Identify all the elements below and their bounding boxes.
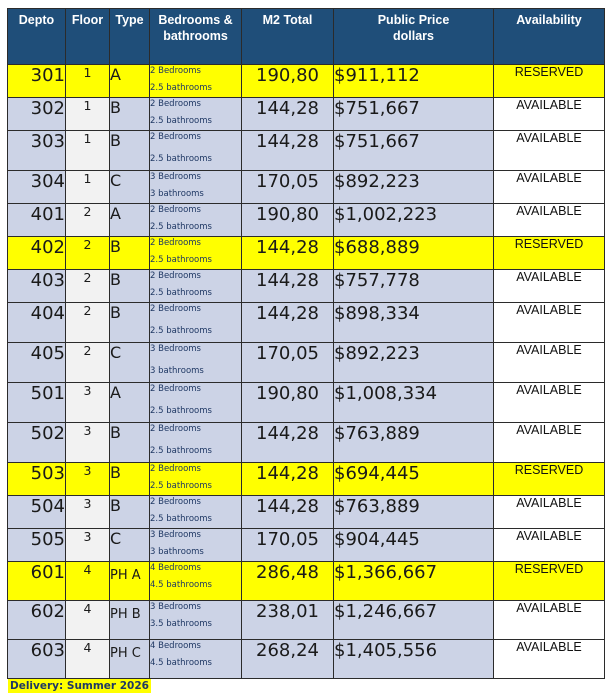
availability-cell: AVAILABLE bbox=[494, 204, 605, 237]
depto-cell: 301 bbox=[8, 65, 66, 98]
bathrooms-text: 3 bathrooms bbox=[150, 366, 204, 376]
bathrooms-text: 3 bathrooms bbox=[150, 547, 204, 557]
m2-cell: 144,28 bbox=[242, 496, 334, 529]
bathrooms-text: 2.5 bathrooms bbox=[150, 116, 212, 126]
availability-cell: AVAILABLE bbox=[494, 343, 605, 383]
bedrooms-bathrooms-cell bbox=[150, 496, 242, 529]
depto-cell: 303 bbox=[8, 131, 66, 171]
floor-cell: 2 bbox=[66, 204, 110, 237]
availability-cell: RESERVED bbox=[494, 463, 605, 496]
table-row bbox=[8, 601, 605, 640]
bedrooms-text: 3 Bedrooms bbox=[150, 172, 201, 182]
table-row bbox=[8, 303, 605, 343]
type-cell: C bbox=[110, 343, 150, 383]
bathrooms-text: 2.5 bathrooms bbox=[150, 83, 212, 93]
m2-cell: 170,05 bbox=[242, 529, 334, 562]
floor-cell: 1 bbox=[66, 171, 110, 204]
depto-cell: 404 bbox=[8, 303, 66, 343]
bathrooms-text: 2.5 bathrooms bbox=[150, 288, 212, 298]
depto-cell: 402 bbox=[8, 237, 66, 270]
depto-cell: 505 bbox=[8, 529, 66, 562]
availability-cell: AVAILABLE bbox=[494, 98, 605, 131]
bedrooms-bathrooms-cell bbox=[150, 303, 242, 343]
type-cell: PH B bbox=[110, 601, 150, 640]
bedrooms-text: 3 Bedrooms bbox=[150, 344, 201, 354]
bedrooms-text: 4 Bedrooms bbox=[150, 563, 201, 573]
table-row bbox=[8, 529, 605, 562]
price-cell: $898,334 bbox=[334, 303, 494, 343]
m2-cell: 144,28 bbox=[242, 463, 334, 496]
bedrooms-bathrooms-cell bbox=[150, 131, 242, 171]
depto-cell: 603 bbox=[8, 640, 66, 679]
floor-cell: 2 bbox=[66, 343, 110, 383]
header-public-price bbox=[334, 9, 494, 65]
bedrooms-bathrooms-cell bbox=[150, 529, 242, 562]
type-cell: B bbox=[110, 496, 150, 529]
header-bedrooms-bathrooms bbox=[150, 9, 242, 65]
type-cell: C bbox=[110, 171, 150, 204]
bedrooms-bathrooms-cell bbox=[150, 65, 242, 98]
bedrooms-text: 2 Bedrooms bbox=[150, 238, 201, 248]
bedrooms-text: 3 Bedrooms bbox=[150, 530, 201, 540]
type-cell: B bbox=[110, 270, 150, 303]
price-cell: $1,002,223 bbox=[334, 204, 494, 237]
bedrooms-text: 2 Bedrooms bbox=[150, 464, 201, 474]
header-floor: Floor bbox=[66, 9, 110, 65]
type-cell: A bbox=[110, 204, 150, 237]
bedrooms-text: 2 Bedrooms bbox=[150, 271, 201, 281]
table-row bbox=[8, 463, 605, 496]
type-cell: PH C bbox=[110, 640, 150, 679]
floor-cell: 2 bbox=[66, 237, 110, 270]
depto-cell: 502 bbox=[8, 423, 66, 463]
table-row bbox=[8, 237, 605, 270]
units-table bbox=[7, 8, 605, 679]
depto-cell: 503 bbox=[8, 463, 66, 496]
m2-cell: 144,28 bbox=[242, 131, 334, 171]
type-cell: B bbox=[110, 131, 150, 171]
bedrooms-text: 2 Bedrooms bbox=[150, 497, 201, 507]
floor-cell: 1 bbox=[66, 131, 110, 171]
bedrooms-bathrooms-cell bbox=[150, 270, 242, 303]
availability-cell: AVAILABLE bbox=[494, 640, 605, 679]
bedrooms-bathrooms-cell bbox=[150, 343, 242, 383]
bedrooms-text: 2 Bedrooms bbox=[150, 424, 201, 434]
table-row bbox=[8, 423, 605, 463]
price-cell: $1,008,334 bbox=[334, 383, 494, 423]
availability-cell: AVAILABLE bbox=[494, 131, 605, 171]
availability-cell: AVAILABLE bbox=[494, 423, 605, 463]
table-row bbox=[8, 204, 605, 237]
header-bedrooms-line2: bathrooms bbox=[163, 29, 228, 43]
depto-cell: 302 bbox=[8, 98, 66, 131]
table-row bbox=[8, 98, 605, 131]
floor-cell: 3 bbox=[66, 496, 110, 529]
header-price-line2: dollars bbox=[393, 29, 434, 43]
depto-cell: 501 bbox=[8, 383, 66, 423]
depto-cell: 601 bbox=[8, 562, 66, 601]
bedrooms-text: 2 Bedrooms bbox=[150, 205, 201, 215]
bathrooms-text: 2.5 bathrooms bbox=[150, 406, 212, 416]
table-row bbox=[8, 383, 605, 423]
header-row bbox=[8, 9, 605, 65]
depto-cell: 602 bbox=[8, 601, 66, 640]
header-type: Type bbox=[110, 9, 150, 65]
availability-cell: AVAILABLE bbox=[494, 529, 605, 562]
type-cell: B bbox=[110, 423, 150, 463]
bedrooms-text: 2 Bedrooms bbox=[150, 99, 201, 109]
m2-cell: 238,01 bbox=[242, 601, 334, 640]
availability-cell: RESERVED bbox=[494, 562, 605, 601]
bathrooms-text: 4.5 bathrooms bbox=[150, 580, 212, 590]
type-cell: PH A bbox=[110, 562, 150, 601]
price-cell: $1,405,556 bbox=[334, 640, 494, 679]
bathrooms-text: 2.5 bathrooms bbox=[150, 222, 212, 232]
header-m2-total: M2 Total bbox=[242, 9, 334, 65]
type-cell: B bbox=[110, 303, 150, 343]
units-body bbox=[8, 65, 605, 679]
m2-cell: 144,28 bbox=[242, 270, 334, 303]
floor-cell: 2 bbox=[66, 270, 110, 303]
table-row bbox=[8, 65, 605, 98]
price-cell: $751,667 bbox=[334, 131, 494, 171]
bathrooms-text: 2.5 bathrooms bbox=[150, 255, 212, 265]
price-cell: $694,445 bbox=[334, 463, 494, 496]
bedrooms-text: 2 Bedrooms bbox=[150, 66, 201, 76]
price-cell: $688,889 bbox=[334, 237, 494, 270]
table-row bbox=[8, 343, 605, 383]
floor-cell: 3 bbox=[66, 383, 110, 423]
bedrooms-text: 4 Bedrooms bbox=[150, 641, 201, 651]
table-row bbox=[8, 270, 605, 303]
bedrooms-text: 3 Bedrooms bbox=[150, 602, 201, 612]
m2-cell: 170,05 bbox=[242, 343, 334, 383]
bathrooms-text: 2.5 bathrooms bbox=[150, 326, 212, 336]
table-row bbox=[8, 562, 605, 601]
price-cell: $751,667 bbox=[334, 98, 494, 131]
table-row bbox=[8, 171, 605, 204]
price-cell: $1,366,667 bbox=[334, 562, 494, 601]
bedrooms-bathrooms-cell bbox=[150, 640, 242, 679]
header-bedrooms-line1: Bedrooms & bbox=[158, 13, 233, 27]
bathrooms-text: 2.5 bathrooms bbox=[150, 514, 212, 524]
bathrooms-text: 2.5 bathrooms bbox=[150, 154, 212, 164]
m2-cell: 190,80 bbox=[242, 204, 334, 237]
bedrooms-text: 2 Bedrooms bbox=[150, 384, 201, 394]
bedrooms-bathrooms-cell bbox=[150, 237, 242, 270]
m2-cell: 144,28 bbox=[242, 237, 334, 270]
bathrooms-text: 2.5 bathrooms bbox=[150, 481, 212, 491]
availability-cell: AVAILABLE bbox=[494, 270, 605, 303]
price-cell: $763,889 bbox=[334, 423, 494, 463]
availability-cell: AVAILABLE bbox=[494, 496, 605, 529]
depto-cell: 405 bbox=[8, 343, 66, 383]
floor-cell: 2 bbox=[66, 303, 110, 343]
header-price-line1: Public Price bbox=[377, 13, 450, 27]
availability-cell: AVAILABLE bbox=[494, 171, 605, 204]
table-row bbox=[8, 640, 605, 679]
price-cell: $763,889 bbox=[334, 496, 494, 529]
m2-cell: 144,28 bbox=[242, 303, 334, 343]
floor-cell: 1 bbox=[66, 65, 110, 98]
bedrooms-bathrooms-cell bbox=[150, 98, 242, 131]
bedrooms-bathrooms-cell bbox=[150, 463, 242, 496]
table-row bbox=[8, 131, 605, 171]
header-availability: Availability bbox=[494, 9, 605, 65]
availability-cell: RESERVED bbox=[494, 65, 605, 98]
floor-cell: 4 bbox=[66, 640, 110, 679]
floor-cell: 4 bbox=[66, 601, 110, 640]
type-cell: B bbox=[110, 463, 150, 496]
bedrooms-bathrooms-cell bbox=[150, 171, 242, 204]
price-cell: $904,445 bbox=[334, 529, 494, 562]
availability-cell: AVAILABLE bbox=[494, 303, 605, 343]
header-depto: Depto bbox=[8, 9, 66, 65]
availability-cell: AVAILABLE bbox=[494, 383, 605, 423]
m2-cell: 190,80 bbox=[242, 65, 334, 98]
depto-cell: 304 bbox=[8, 171, 66, 204]
bedrooms-bathrooms-cell bbox=[150, 601, 242, 640]
delivery-note: Delivery: Summer 2026 bbox=[10, 680, 149, 692]
availability-cell: RESERVED bbox=[494, 237, 605, 270]
bedrooms-text: 2 Bedrooms bbox=[150, 304, 201, 314]
price-cell: $892,223 bbox=[334, 171, 494, 204]
bedrooms-text: 2 Bedrooms bbox=[150, 132, 201, 142]
price-cell: $911,112 bbox=[334, 65, 494, 98]
floor-cell: 3 bbox=[66, 463, 110, 496]
m2-cell: 144,28 bbox=[242, 423, 334, 463]
floor-cell: 1 bbox=[66, 98, 110, 131]
price-cell: $892,223 bbox=[334, 343, 494, 383]
depto-cell: 504 bbox=[8, 496, 66, 529]
depto-cell: 401 bbox=[8, 204, 66, 237]
bedrooms-bathrooms-cell bbox=[150, 204, 242, 237]
depto-cell: 403 bbox=[8, 270, 66, 303]
table-row bbox=[8, 496, 605, 529]
bathrooms-text: 2.5 bathrooms bbox=[150, 446, 212, 456]
floor-cell: 3 bbox=[66, 529, 110, 562]
availability-cell: AVAILABLE bbox=[494, 601, 605, 640]
floor-cell: 4 bbox=[66, 562, 110, 601]
type-cell: A bbox=[110, 383, 150, 423]
bathrooms-text: 4.5 bathrooms bbox=[150, 658, 212, 668]
m2-cell: 170,05 bbox=[242, 171, 334, 204]
type-cell: B bbox=[110, 237, 150, 270]
type-cell: B bbox=[110, 98, 150, 131]
bathrooms-text: 3.5 bathrooms bbox=[150, 619, 212, 629]
bedrooms-bathrooms-cell bbox=[150, 562, 242, 601]
m2-cell: 268,24 bbox=[242, 640, 334, 679]
m2-cell: 286,48 bbox=[242, 562, 334, 601]
bathrooms-text: 3 bathrooms bbox=[150, 189, 204, 199]
price-cell: $1,246,667 bbox=[334, 601, 494, 640]
bedrooms-bathrooms-cell bbox=[150, 383, 242, 423]
type-cell: A bbox=[110, 65, 150, 98]
m2-cell: 144,28 bbox=[242, 98, 334, 131]
type-cell: C bbox=[110, 529, 150, 562]
price-cell: $757,778 bbox=[334, 270, 494, 303]
bedrooms-bathrooms-cell bbox=[150, 423, 242, 463]
m2-cell: 190,80 bbox=[242, 383, 334, 423]
floor-cell: 3 bbox=[66, 423, 110, 463]
